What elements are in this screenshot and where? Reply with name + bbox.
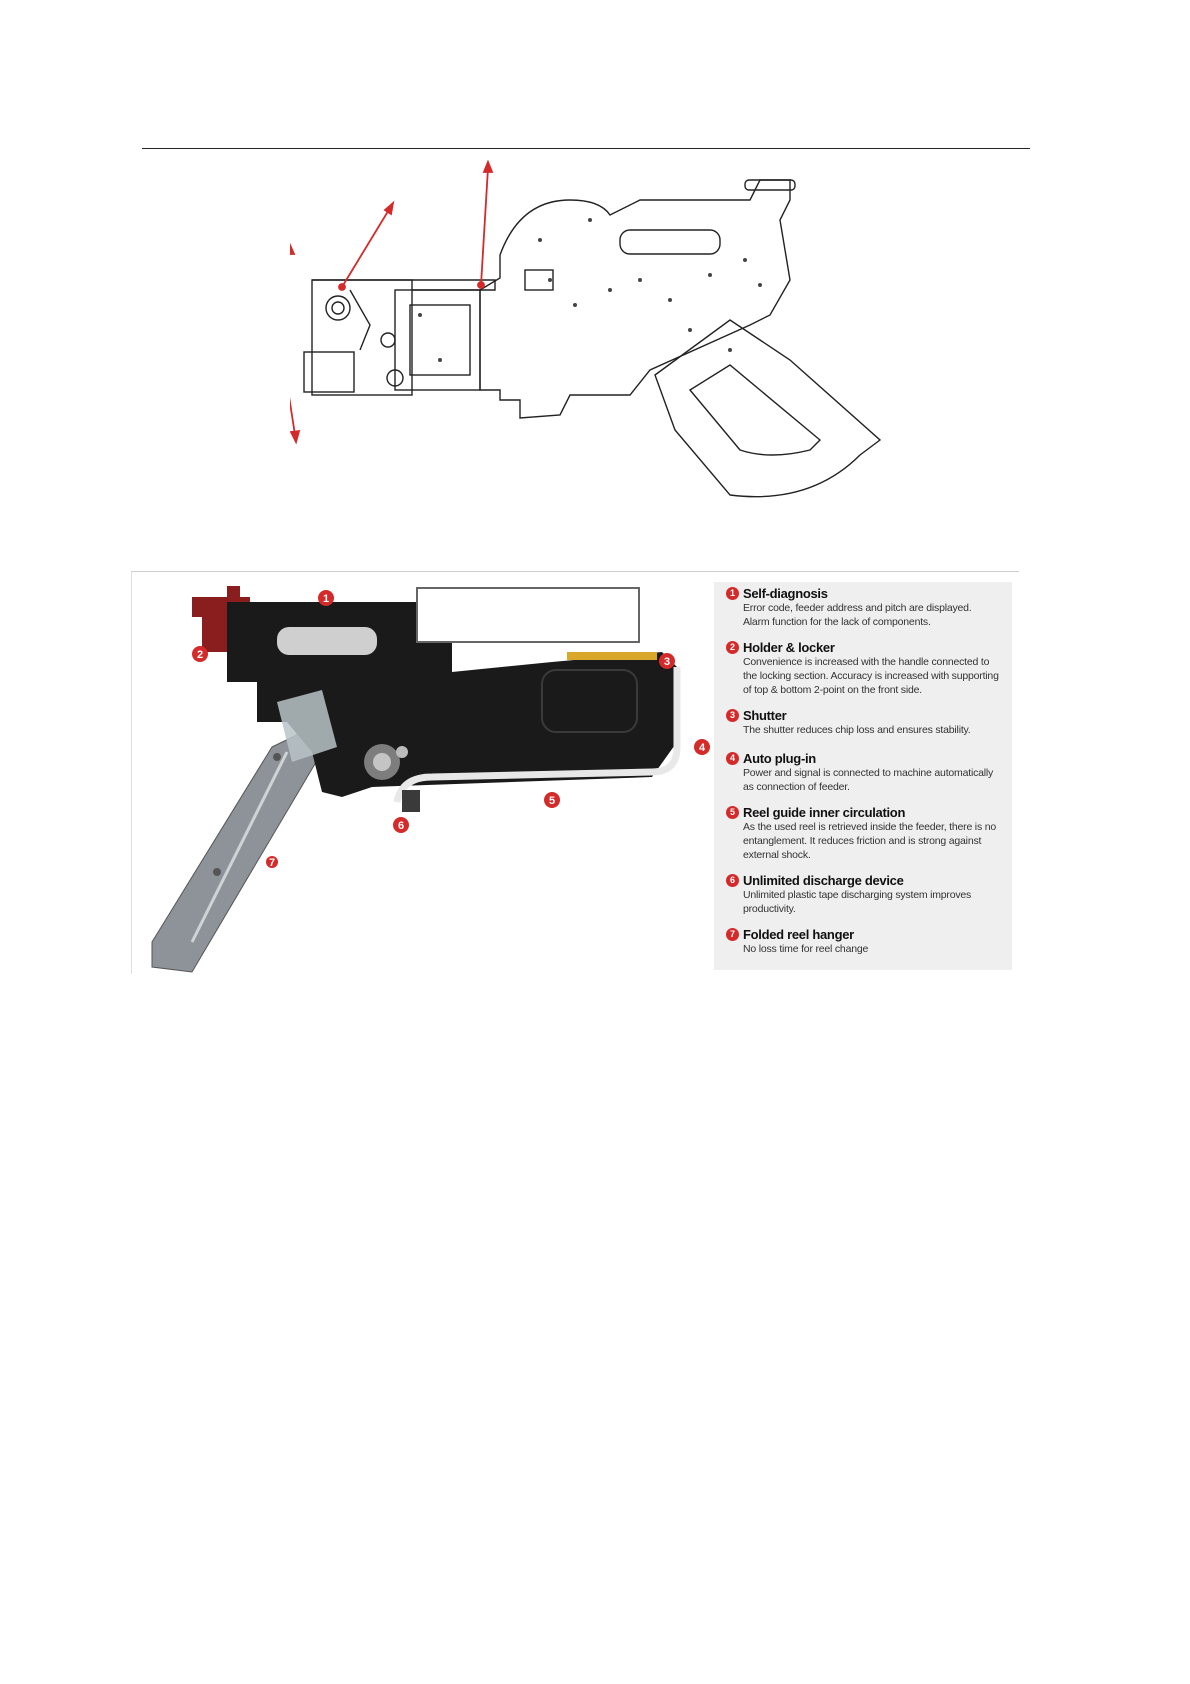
feature-description: Alarm function for the lack of components. bbox=[743, 616, 931, 628]
feature-description: The shutter reduces chip loss and ensures stability. bbox=[743, 724, 971, 736]
feature-number-badge: 3 bbox=[726, 709, 739, 722]
feature-item bbox=[726, 873, 1012, 916]
feature-description: entanglement. It reduces friction and is strong against bbox=[743, 835, 982, 847]
photo-callout-7: 7 bbox=[268, 857, 276, 869]
photo-callout-5: 5 bbox=[548, 795, 556, 807]
feature-item bbox=[726, 708, 1012, 737]
feature-item bbox=[726, 805, 1012, 862]
feature-description: Unlimited plastic tape discharging system improves bbox=[743, 889, 972, 901]
feature-title: Holder & locker bbox=[743, 640, 835, 655]
feature-number-badge: 2 bbox=[726, 641, 739, 654]
feature-description: No loss time for reel change bbox=[743, 943, 869, 955]
photo-callout-6: 6 bbox=[397, 820, 405, 832]
feature-number-badge: 6 bbox=[726, 874, 739, 887]
feature-title: Unlimited discharge device bbox=[743, 873, 904, 888]
photo-callout-4: 4 bbox=[698, 742, 706, 754]
feature-item bbox=[726, 640, 1012, 697]
feature-list bbox=[714, 582, 1012, 970]
photo-callout-2: 2 bbox=[196, 649, 204, 661]
feature-description: as connection of feeder. bbox=[743, 781, 850, 793]
feeder-feature-panel bbox=[131, 571, 1019, 974]
feature-item bbox=[726, 927, 1012, 956]
blank-label-box bbox=[416, 587, 640, 643]
feeder-line-drawing bbox=[290, 160, 980, 540]
feature-description: productivity. bbox=[743, 903, 796, 915]
feature-item bbox=[726, 751, 1012, 794]
header-rule bbox=[142, 148, 1030, 149]
feature-number-badge: 7 bbox=[726, 928, 739, 941]
feature-description: Error code, feeder address and pitch are displayed. bbox=[743, 602, 972, 614]
photo-callout-3: 3 bbox=[663, 656, 671, 668]
feature-title: Self-diagnosis bbox=[743, 586, 828, 601]
feature-description: As the used reel is retrieved inside the feeder, there is no bbox=[743, 821, 996, 833]
photo-callout-1: 1 bbox=[322, 593, 330, 605]
drawing-head-block bbox=[312, 280, 412, 395]
feature-title: Shutter bbox=[743, 708, 787, 723]
feature-description: external shock. bbox=[743, 849, 811, 861]
feature-description: the locking section. Accuracy is increased with supporting bbox=[743, 670, 999, 682]
feature-title: Folded reel hanger bbox=[743, 927, 854, 942]
feature-description: Convenience is increased with the handle connected to bbox=[743, 656, 990, 668]
feature-title: Reel guide inner circulation bbox=[743, 805, 906, 820]
feature-number-badge: 5 bbox=[726, 806, 739, 819]
feature-description: of top & bottom 2-point on the front side. bbox=[743, 684, 922, 696]
feature-title: Auto plug-in bbox=[743, 751, 816, 766]
feature-number-badge: 1 bbox=[726, 587, 739, 600]
feature-number-badge: 4 bbox=[726, 752, 739, 765]
feature-description: Power and signal is connected to machine automatically bbox=[743, 767, 994, 779]
feature-item bbox=[726, 586, 1012, 629]
